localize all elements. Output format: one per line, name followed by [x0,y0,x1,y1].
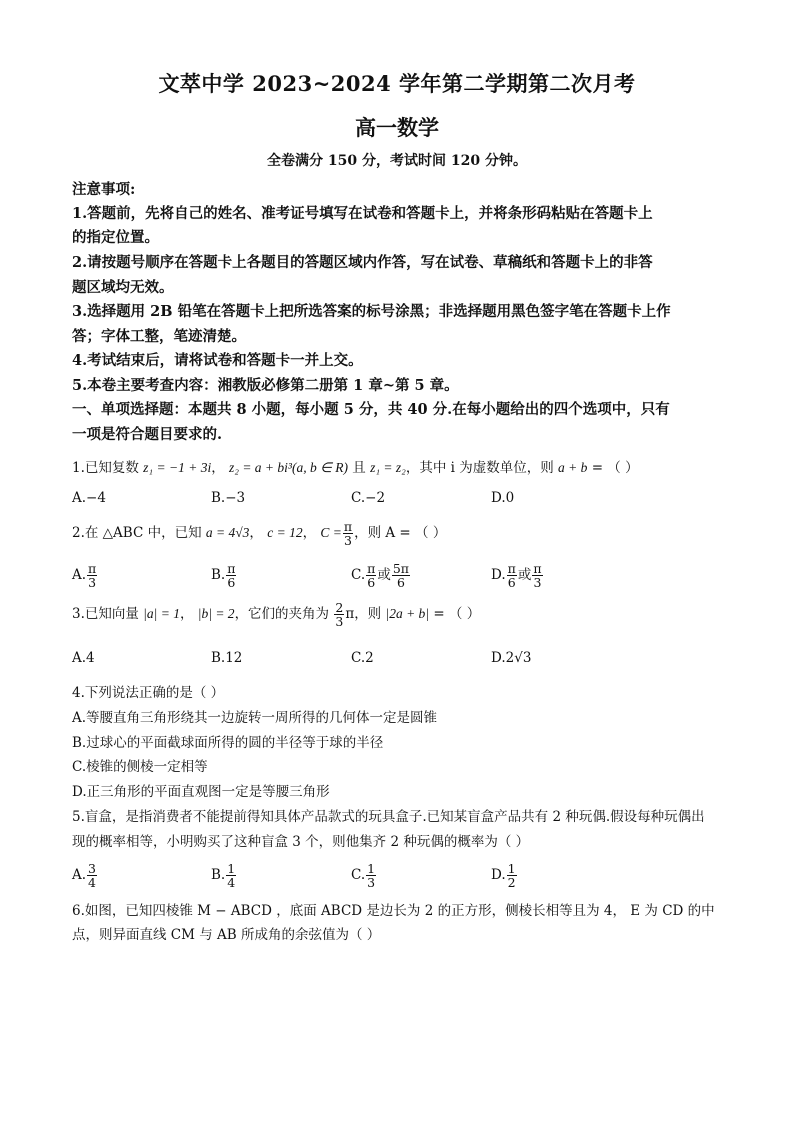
fraction [334,601,344,628]
exam-subject: 高一数学 [355,115,439,140]
denominator: 6 [367,575,376,590]
question-2 [72,520,446,547]
fraction [392,562,410,589]
q4-option-a: A.等腰直角三角形绕其一边旋转一周所得的几何体一定是圆锥 [72,710,438,726]
question-5: 5.盲盒，是指消费者不能提前得知具体产品款式的玩具盒子.已知某盲盒产品共有 2 种玩偶.假设每种玩偶出 [72,809,705,825]
exam-title: 文萃中学 2023~2024 学年第二学期第二次月考 [158,71,636,96]
numerator: 5π [392,561,410,576]
q5-option-b [211,862,237,889]
denominator: 3 [533,575,542,590]
note-line: 答；字体工整，笔迹清楚。 [72,328,246,345]
q1-option-b: B.−3 [211,490,246,506]
exam-meta: 全卷满分 150 分，考试时间 120 分钟。 [267,153,527,169]
q3-option-c: C.2 [351,650,374,666]
denominator: 3 [367,875,376,890]
note-line: 的指定位置。 [72,229,159,246]
q3-text: ， [179,606,198,622]
numerator: π [343,519,353,534]
note-line: 4.考试结束后，请将试卷和答题卡一并上交。 [72,352,363,369]
fraction [532,562,542,589]
q1-equation: z₁ = z₂ [370,460,406,475]
numerator: 1 [227,861,236,876]
q3-option-b: B.12 [211,650,243,666]
question-6-cont: 点，则异面直线 CM 与 AB 所成角的余弦值为（ ） [72,927,381,943]
fraction [343,520,353,547]
q4-option-c: C.棱锥的侧棱一定相等 [72,759,208,775]
option-label: A. [72,567,87,583]
note-line: 3.选择题用 2B 铅笔在答题卡上把所选答案的标号涂黑；非选择题用黑色签字笔在答题卡上作 [72,303,671,320]
q4-option-b: B.过球心的平面截球面所得的圆的半径等于球的半径 [72,735,384,751]
q2-option-b [211,562,237,589]
denominator: 3 [344,533,352,548]
q3-text: = （ ） [429,606,481,622]
fraction [87,562,97,589]
option-label: A. [72,867,87,883]
q5-option-a [72,862,98,889]
option-label: D. [491,567,506,583]
q2-option-c [351,562,411,589]
denominator: 6 [396,575,405,590]
fraction [507,862,517,889]
q2-option-d [491,562,544,589]
numerator: π [367,561,376,576]
note-line: 题区域均无效。 [72,279,174,296]
numerator: 3 [88,861,96,876]
q1-z1: z₁ = −1 + 3i [143,460,212,475]
q1-option-c: C.−2 [351,490,386,506]
q2-text: ，则 A = （ ） [354,525,447,541]
question-3 [72,601,480,628]
fraction [87,862,97,889]
numerator: 1 [367,861,376,876]
q2-text: 2.在 △ABC 中，已知 [72,525,206,541]
q1-text: 且 [347,460,371,476]
numerator: 2 [335,600,344,615]
numerator: π [507,561,516,576]
q1-option-a: A.−4 [72,490,106,506]
q3-option-a: A.4 [72,650,95,666]
option-label: C. [351,867,366,883]
q4-option-d: D.正三角形的平面直观图一定是等腰三角形 [72,784,330,800]
q1-expression: a + b [558,460,588,475]
denominator: 6 [227,575,236,590]
question-1 [72,456,639,476]
q3-text: ，它们的夹角为 [234,606,334,622]
q2-side-c: c = 12 [267,525,303,540]
denominator: 4 [88,875,96,890]
q3-expression: |2a + b| [385,606,430,621]
q5-option-c [351,862,377,889]
question-5-cont: 现的概率相等，小明购买了这种盲盒 3 个，则他集齐 2 种玩偶的概率为（ ） [72,834,530,850]
q2-option-a [72,562,98,589]
numerator: π [88,561,97,576]
option-label: B. [211,567,226,583]
numerator: 1 [507,861,516,876]
q2-text: ， [302,525,321,541]
q1-text: ， [211,460,229,476]
fraction [226,862,236,889]
q5-option-d [491,862,518,889]
or-text: 或 [517,567,532,583]
fraction [366,862,376,889]
denominator: 6 [507,575,516,590]
section-heading: 一、单项选择题：本题共 8 小题，每小题 5 分，共 40 分.在每小题给出的四个选项中，只有 [72,401,670,418]
q2-side-a: a = 4√3 [205,525,250,540]
note-line: 1.答题前，先将自己的姓名、准考证号填写在试卷和答题卡上，并将条形码粘贴在答题卡上 [72,205,653,222]
fraction [366,562,376,589]
denominator: 2 [507,875,516,890]
question-4: 4.下列说法正确的是（ ） [72,685,225,701]
numerator: π [227,561,236,576]
or-text: 或 [377,567,391,583]
q3-text: ，则 [354,606,386,622]
option-label: D. [491,867,506,883]
note-line: 2.请按题号顺序在答题卡上各题目的答题区域内作答，写在试卷、草稿纸和答题卡上的非答 [72,254,653,271]
notes-heading: 注意事项: [72,181,136,198]
q3-text: 3.已知向量 [72,606,144,622]
q1-text: ，其中 i 为虚数单位，则 [405,460,559,476]
q1-z2: z₂ = a + bi³(a, b ∈ R) [229,460,348,475]
pi-symbol: π [345,606,355,622]
fraction [507,562,517,589]
note-line: 5.本卷主要考查内容：湘教版必修第二册第 1 章~第 5 章。 [72,377,459,394]
denominator: 3 [88,575,97,590]
fraction [226,562,236,589]
q3-option-d: D.2√3 [491,650,532,666]
q1-option-d: D.0 [491,490,515,506]
question-6: 6.如图，已知四棱锥 M − ABCD ，底面 ABCD 是边长为 2 的正方形，侧棱长相等且为 4， E 为 CD 的中 [72,903,715,919]
section-heading-cont: 一项是符合题目要求的. [72,426,223,443]
q1-text: 1.已知复数 [72,460,144,476]
denominator: 4 [227,875,236,890]
q3-vector-a: |a| = 1 [143,606,180,621]
q3-vector-b: |b| = 2 [197,606,235,621]
denominator: 3 [335,614,344,629]
option-label: B. [211,867,226,883]
q2-text: ， [249,525,268,541]
option-label: C. [351,567,366,583]
numerator: π [533,561,542,576]
q2-angle-c: C = [320,525,342,540]
q1-text: = （ ） [587,460,639,476]
